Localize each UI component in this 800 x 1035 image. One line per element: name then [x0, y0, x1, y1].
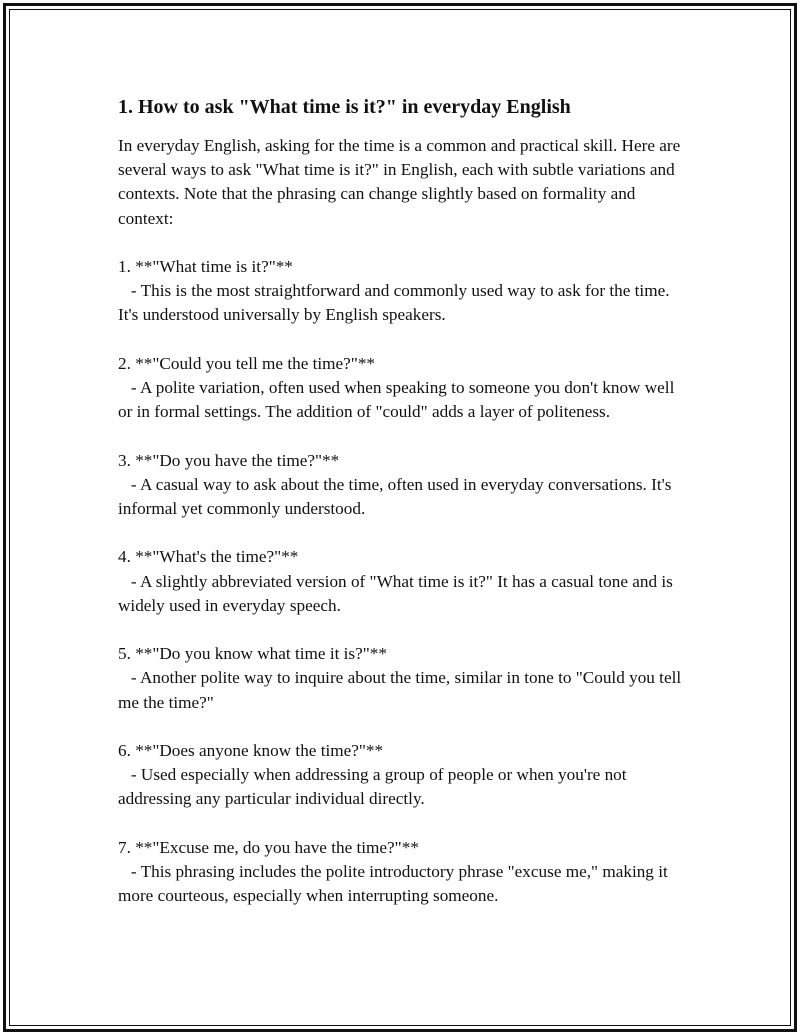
- item-heading: 4. **"What's the time?"**: [118, 547, 299, 567]
- item-description: - This phrasing includes the polite introductory phrase "excuse me," making it more courteous, especially when interrupting someone.: [118, 861, 673, 906]
- item-heading: 3. **"Do you have the time?"**: [118, 450, 340, 470]
- item-description: - Another polite way to inquire about the time, similar in tone to "Could you tell me the time?": [118, 668, 686, 712]
- list-item: [118, 545, 688, 618]
- item-heading: 2. **"Could you tell me the time?"**: [118, 353, 376, 373]
- intro-paragraph: In everyday English, asking for the time is a common and practical skill. Here are several ways to ask "What time is it?" in English, each with subtle variations and contexts. Note that the phrasing can change slightly based on formality and context:: [118, 136, 685, 228]
- item-heading: 1. **"What time is it?"**: [118, 257, 293, 276]
- list-item: [118, 642, 688, 715]
- item-description: - Used especially when addressing a group of people or when you're not addressing any particular individual directly.: [118, 765, 631, 809]
- list-item: [118, 449, 688, 522]
- item-heading: 6. **"Does anyone know the time?"**: [118, 740, 384, 760]
- paragraph-gap: [118, 521, 688, 545]
- item-description: - This is the most straightforward and commonly used way to ask for the time. It's understood universally by English speakers.: [118, 281, 674, 325]
- document-body: [118, 94, 688, 908]
- list-item: [118, 836, 688, 909]
- item-heading: 7. **"Excuse me, do you have the time?"**: [118, 837, 419, 857]
- paragraph-gap: [118, 328, 688, 352]
- paragraph-gap: [118, 424, 688, 448]
- paragraph-gap: [118, 618, 688, 642]
- item-description: - A casual way to ask about the time, often used in everyday conversations. It's informal yet commonly understood.: [118, 474, 676, 518]
- paragraph-gap: [118, 715, 688, 739]
- item-description: - A polite variation, often used when speaking to someone you don't know well or in formal settings. The addition of "could" adds a layer of politeness.: [118, 378, 679, 422]
- item-description: - A slightly abbreviated version of "What time is it?" It has a casual tone and is widely used in everyday speech.: [118, 571, 678, 615]
- document-title: 1. How to ask "What time is it?" in everyday English: [118, 96, 571, 118]
- list-item: [118, 739, 688, 812]
- item-heading: 5. **"Do you know what time it is?"**: [118, 644, 387, 664]
- list-item: [118, 255, 688, 328]
- paragraph-gap: [118, 812, 688, 836]
- paragraph-gap: [118, 231, 688, 255]
- list-item: [118, 352, 688, 425]
